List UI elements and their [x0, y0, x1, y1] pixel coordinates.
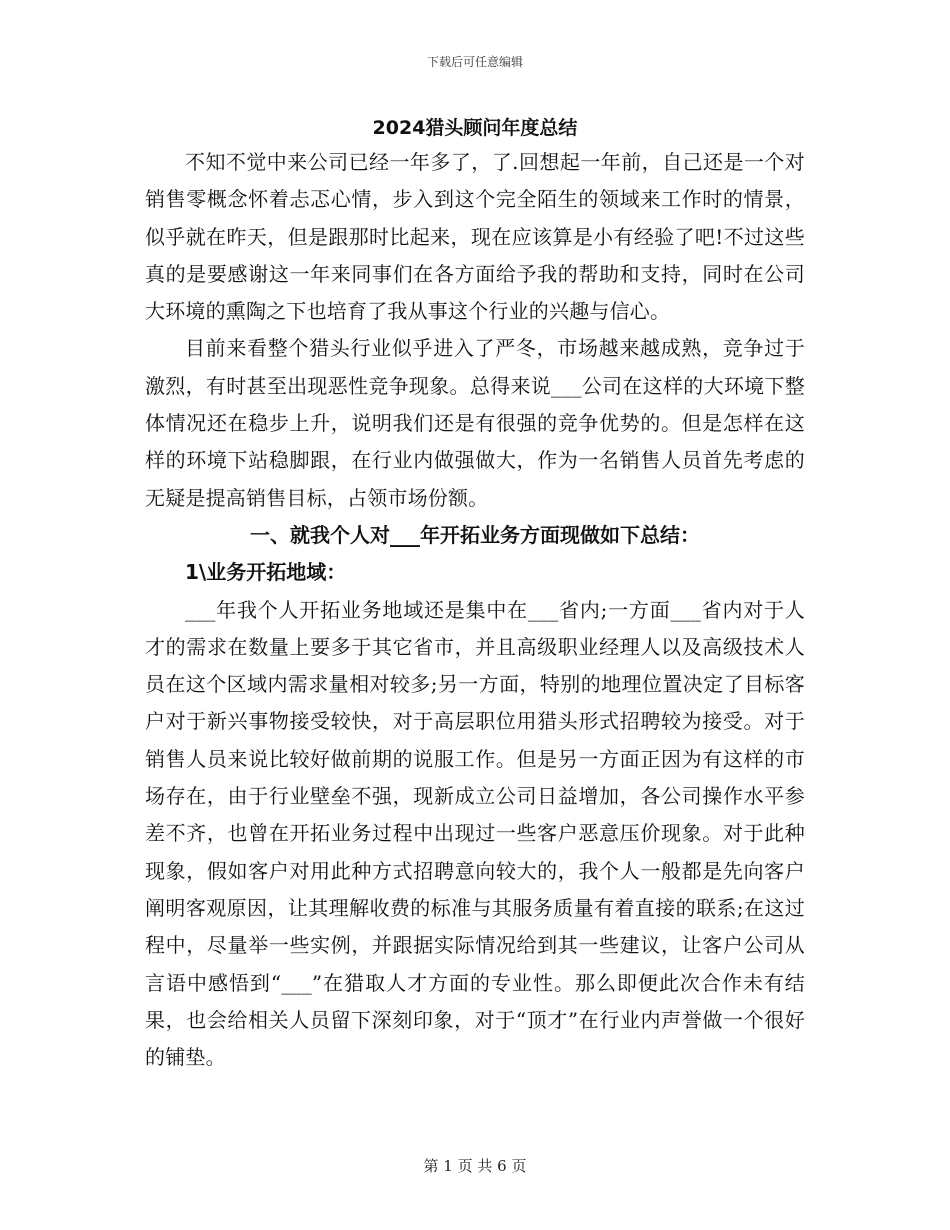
section-heading: 一、就我个人对___年开拓业务方面现做如下总结： [250, 522, 700, 547]
paragraph-intro: 不知不觉中来公司已经一年多了，了.回想起一年前，自己还是一个对销售零概念怀着忐忑心情，步入到这个完全陌生的领域来工作时的情景，似乎就在昨天，但是跟那时比起来，现在应该算是小有经验了吧!不过这些真的是要感谢这一年来同事们在各方面给予我的帮助和支持，同时在公司大环境的熏陶之下也培育了我从事这个行业的兴趣与信心。 [145, 150, 805, 324]
document-title: 2024猎头顾问年度总结 [372, 117, 578, 139]
document-body [145, 112, 805, 1076]
page-header-note: 下载后可任意编辑 [426, 55, 523, 69]
subsection-heading: 1\业务开拓地域： [185, 560, 347, 585]
paragraph-market: 目前来看整个猎头行业似乎进入了严冬，市场越来越成熟，竞争过于激烈，有时甚至出现恶性竞争现象。总得来说___公司在这样的大环境下整体情况还在稳步上升，说明我们还是有很强的竞争优势的。但是怎样在这样的环境下站稳脚跟，在行业内做强做大，作为一名销售人员首先考虑的无疑是提高销售目标，占领市场份额。 [145, 336, 805, 510]
paragraph-region: ___年我个人开拓业务地域还是集中在___省内;一方面___省内对于人才的需求在数量上要多于其它省市，并且高级职业经理人以及高级技术人员在这个区域内需求量相对较多;另一方面，特别的地理位置决定了目标客户对于新兴事物接受较快，对于高层职位用猎头形式招聘较为接受。对于销售人员来说比较好做前期的说服工作。但是另一方面正因为有这样的市场存在，由于行业壁垒不强，现新成立公司日益增加，各公司操作水平参差不齐，也曾在开拓业务过程中出现过一些客户恶意压价现象。对于此种现象，假如客户对用此种方式招聘意向较大的，我个人一般都是先向客户阐明客观原因，让其理解收费的标准与其服务质量有着直接的联系;在这过程中，尽量举一些实例，并跟据实际情况给到其一些建议，让客户公司从言语中感悟到“___”在猎取人才方面的专业性。那么即便此次合作未有结果，也会给相关人员留下深刻印象，对于“顶才”在行业内声誉做一个很好的铺垫。 [145, 597, 805, 1070]
page-number: 第 1 页 共 6 页 [423, 1157, 527, 1175]
